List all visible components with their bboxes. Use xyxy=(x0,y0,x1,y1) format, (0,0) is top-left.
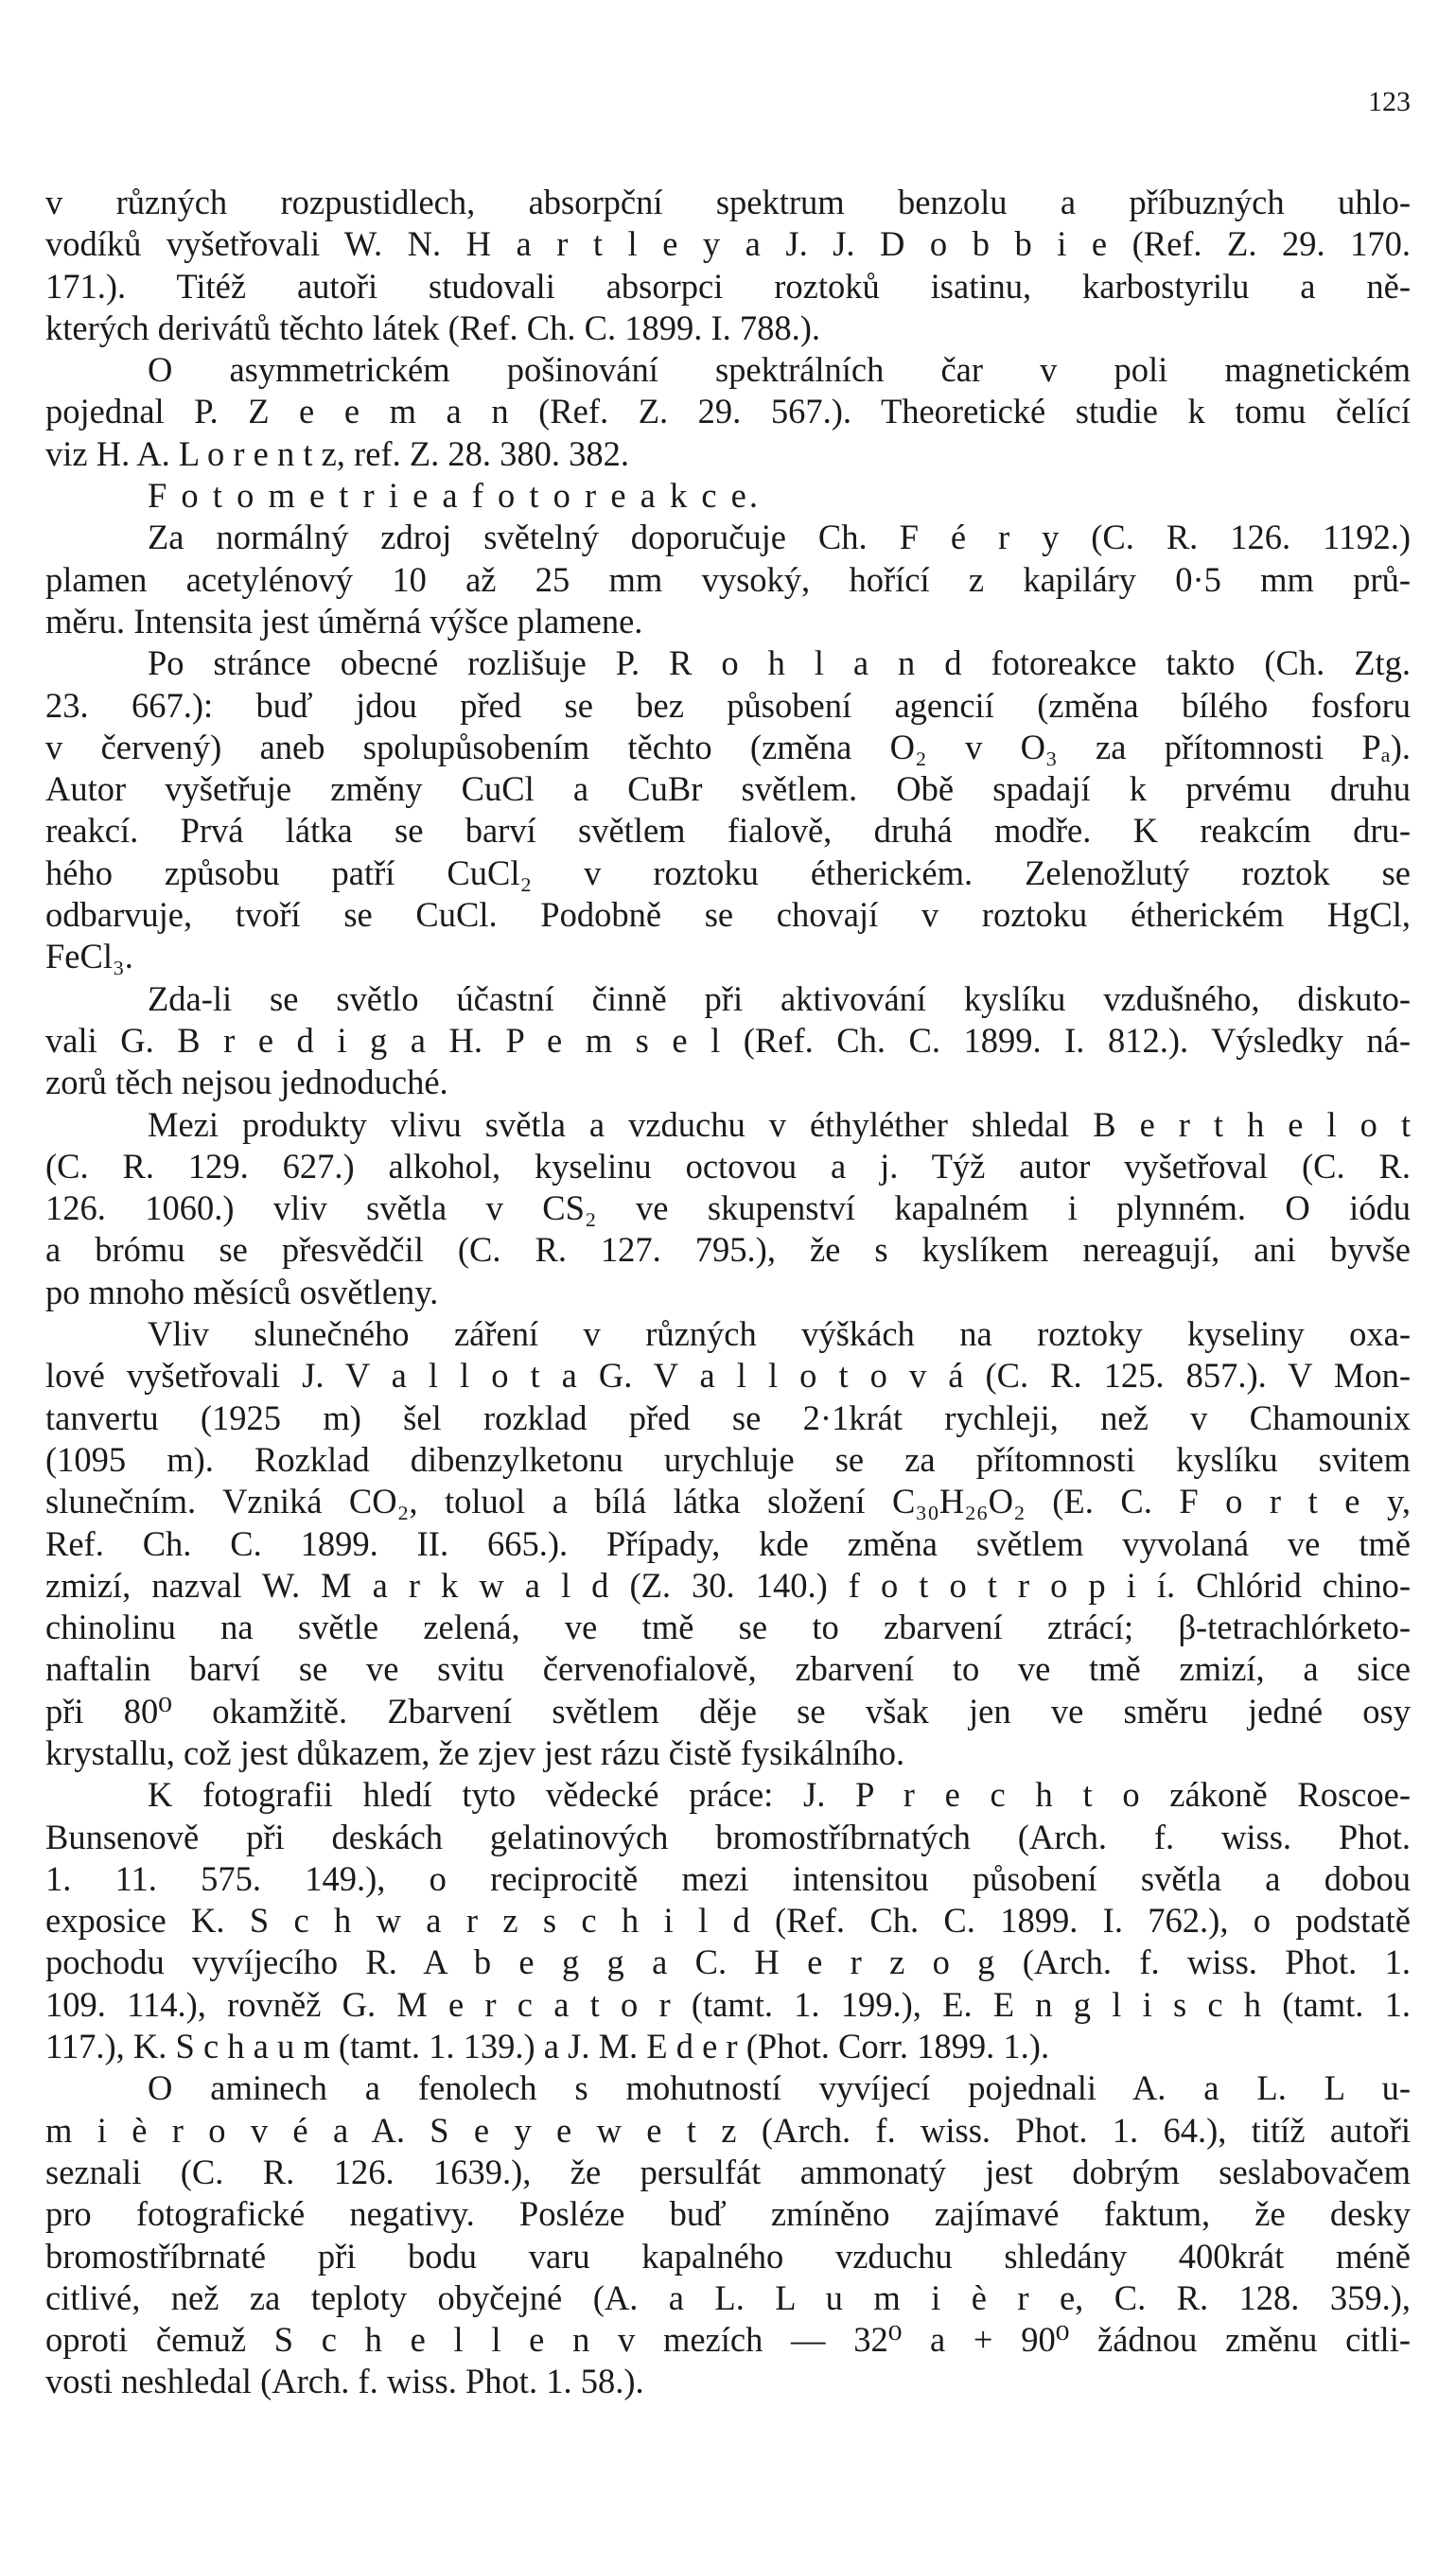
page-text-body xyxy=(45,182,1411,2403)
text-line: a brómu se přesvědčil (C. R. 127. 795.), že s kyslíkem nereagují, ani byvše xyxy=(45,1230,1411,1270)
text-line: Bunsenově při deskách gelatinových bromostříbrnatých (Arch. f. wiss. Phot. xyxy=(45,1817,1411,1856)
text-line: slunečním. Vzniká CO₂, toluol a bílá látka složení C₃₀H₂₆O₂ (E. C. F o r t e y, xyxy=(45,1482,1411,1521)
text-line: 171.). Titéž autoři studovali absorpci roztoků isatinu, karbostyrilu a ně- xyxy=(45,266,1411,306)
text-line: exposice K. S c h w a r z s c h i l d (Ref. Ch. C. 1899. I. 762.), o podstatě xyxy=(45,1901,1411,1941)
text-line: v červený) aneb spolupůsobením těchto (změna O₂ v O₃ za přítomnosti Pₐ). xyxy=(45,727,1411,766)
text-line: po mnoho měsíců osvětleny. xyxy=(45,1272,439,1311)
text-line: naftalin barví se ve svitu červenofialově, zbarvení to ve tmě zmizí, a sice xyxy=(45,1649,1411,1689)
text-line: 1. 11. 575. 149.), o reciprocitě mezi intensitou působení světla a dobou xyxy=(45,1858,1411,1898)
page-number: 123 xyxy=(1368,86,1411,117)
text-line: 23. 667.): buď jdou před se bez působení agencií (změna bílého fosforu xyxy=(45,685,1411,725)
text-line: O asymmetrickém pošinování spektrálních čar v poli magnetickém xyxy=(148,350,1411,390)
text-line: pochodu vyvíjecího R. A b e g g a C. H e r z o g (Arch. f. wiss. Phot. 1. xyxy=(45,1943,1411,1982)
text-line: K fotografii hledí tyto vědecké práce: J. P r e c h t o zákoně Roscoe- xyxy=(148,1775,1411,1815)
text-line: reakcí. Prvá látka se barví světlem fialově, druhá modře. K reakcím dru- xyxy=(45,811,1411,851)
text-line: Zda-li se světlo účastní činně při aktivování kyslíku vzdušného, diskuto- xyxy=(148,978,1411,1018)
text-line: (C. R. 129. 627.) alkohol, kyselinu octovou a j. Týž autor vyšetřoval (C. R. xyxy=(45,1146,1411,1186)
text-line: vodíků vyšetřovali W. N. H a r t l e y a J. J. D o b b i e (Ref. Z. 29. 170. xyxy=(45,224,1411,264)
text-line: zorů těch nejsou jednoduché. xyxy=(45,1063,448,1102)
text-line: lové vyšetřovali J. V a l l o t a G. V a l l o t o v á (C. R. 125. 857.). V Mon- xyxy=(45,1356,1411,1396)
text-line: pro fotografické negativy. Posléze buď zmíněno zajímavé faktum, že desky xyxy=(45,2194,1411,2234)
text-line: Vliv slunečného záření v různých výškách na roztoky kyseliny oxa- xyxy=(148,1314,1411,1354)
text-line: chinolinu na světle zelená, ve tmě se to zbarvení ztrácí; β-tetrachlórketo- xyxy=(45,1608,1411,1647)
text-line: vali G. B r e d i g a H. P e m s e l (Ref. Ch. C. 1899. I. 812.). Výsledky ná- xyxy=(45,1020,1411,1060)
text-line: vosti neshledal (Arch. f. wiss. Phot. 1. 58.). xyxy=(45,2362,644,2401)
text-line: hého způsobu patří CuCl₂ v roztoku étherickém. Zelenožlutý roztok se xyxy=(45,853,1411,892)
text-line: oproti čemuž S c h e l l e n v mezích — 32⁰ a + 90⁰ žádnou změnu citli- xyxy=(45,2320,1411,2360)
text-line: m i è r o v é a A. S e y e w e t z (Arch. f. wiss. Phot. 1. 64.), titíž autoři xyxy=(45,2110,1411,2150)
text-line: při 80⁰ okamžitě. Zbarvení světlem děje se však jen ve směru jedné osy xyxy=(45,1691,1411,1731)
text-line: FeCl₃. xyxy=(45,937,133,976)
text-line: krystallu, což jest důkazem, že zjev jest rázu čistě fysikálního. xyxy=(45,1732,905,1772)
text-line: viz H. A. L o r e n t z, ref. Z. 28. 380. 382. xyxy=(45,433,629,473)
text-line: 109. 114.), rovněž G. M e r c a t o r (tamt. 1. 199.), E. E n g l i s c h (tamt. 1. xyxy=(45,1984,1411,2024)
text-line: plamen acetylénový 10 až 25 mm vysoký, hořící z kapiláry 0·5 mm prů- xyxy=(45,559,1411,599)
text-line: (1095 m). Rozklad dibenzylketonu urychluje se za přítomnosti kyslíku svitem xyxy=(45,1439,1411,1479)
text-line: kterých derivátů těchto látek (Ref. Ch. C. 1899. I. 788.). xyxy=(45,308,821,347)
text-line: tanvertu (1925 m) šel rozklad před se 2·1krát rychleji, než v Chamounix xyxy=(45,1398,1411,1437)
text-line: bromostříbrnaté při bodu varu kapalného vzduchu shledány 400krát méně xyxy=(45,2236,1411,2276)
text-line: 126. 1060.) vliv světla v CS₂ ve skupenství kapalném i plynném. O iódu xyxy=(45,1188,1411,1228)
text-line: citlivé, než za teploty obyčejné (A. a L. L u m i è r e, C. R. 128. 359.), xyxy=(45,2277,1411,2317)
text-line: 117.), K. S c h a u m (tamt. 1. 139.) a J. M. E d e r (Phot. Corr. 1899. 1.). xyxy=(45,2027,1050,2066)
text-line: Ref. Ch. C. 1899. II. 665.). Případy, kde změna světlem vyvolaná ve tmě xyxy=(45,1523,1411,1563)
text-line: seznali (C. R. 126. 1639.), že persulfát ammonatý jest dobrým seslabovačem xyxy=(45,2152,1411,2191)
text-line: měru. Intensita jest úměrná výšce plamene. xyxy=(45,601,643,641)
text-line: Autor vyšetřuje změny CuCl a CuBr světlem. Obě spadají k prvému druhu xyxy=(45,769,1411,809)
text-line: pojednal P. Z e e m a n (Ref. Z. 29. 567.). Theoretické studie k tomu čelící xyxy=(45,392,1411,431)
text-line: Za normálný zdroj světelný doporučuje Ch. F é r y (C. R. 126. 1192.) xyxy=(148,518,1411,557)
text-line: O aminech a fenolech s mohutností vyvíjecí pojednali A. a L. L u- xyxy=(148,2068,1411,2108)
text-line: Mezi produkty vlivu světla a vzduchu v éthyléther shledal B e r t h e l o t xyxy=(148,1104,1411,1144)
text-line: zmizí, nazval W. M a r k w a l d (Z. 30. 140.) f o t o t r o p i í. Chlórid chino- xyxy=(45,1565,1411,1605)
text-line: v různých rozpustidlech, absorpční spektrum benzolu a příbuzných uhlo- xyxy=(45,183,1411,221)
section-heading: F o t o m e t r i e a f o t o r e a k c e. xyxy=(148,476,761,516)
text-line: odbarvuje, tvoří se CuCl. Podobně se chovají v roztoku étherickém HgCl, xyxy=(45,895,1411,935)
text-line: Po stránce obecné rozlišuje P. R o h l a n d fotoreakce takto (Ch. Ztg. xyxy=(148,643,1411,683)
